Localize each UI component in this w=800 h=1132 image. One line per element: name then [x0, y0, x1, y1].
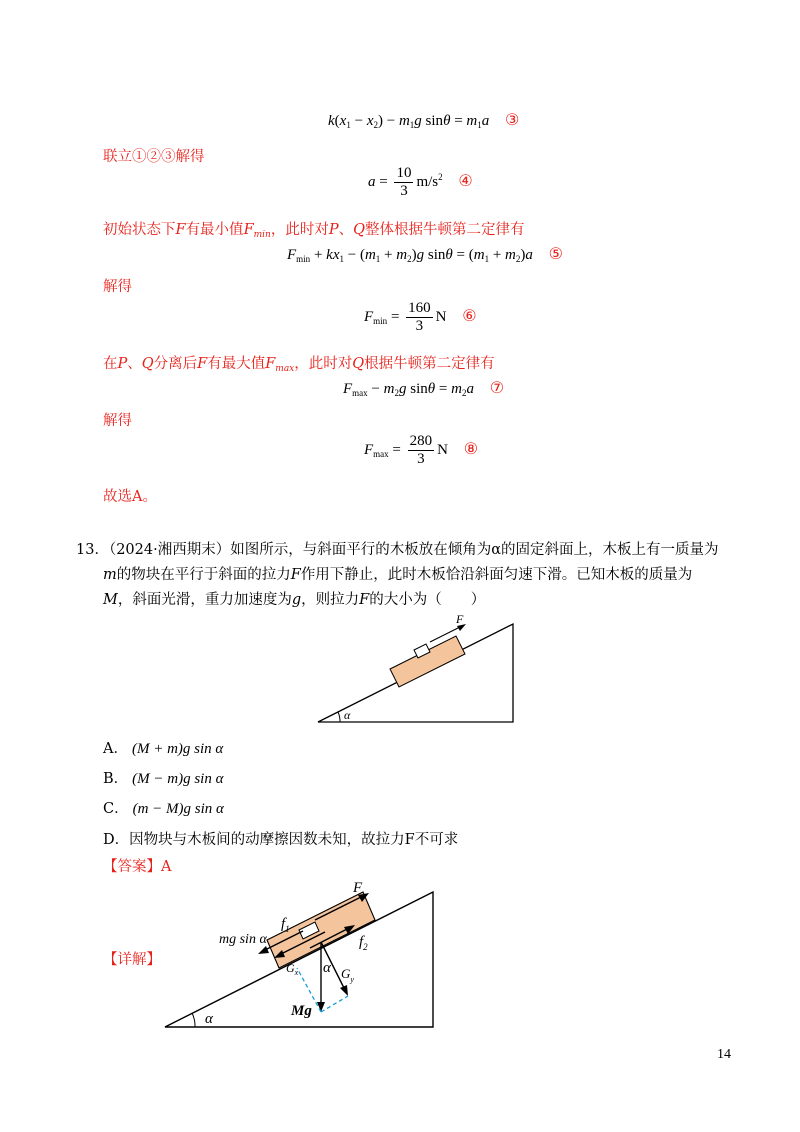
option-a[interactable]: A． (M + m)g sin α	[103, 741, 224, 757]
equation-8: $F_{max}$ = $\frac{280}{3}$ N ⑧	[364, 433, 479, 467]
solve-line-2: 解得	[103, 413, 132, 429]
mg-sin-label: mg sin α	[219, 932, 267, 947]
choose-line: 故选A。	[103, 489, 157, 505]
detail-label: 【详解】	[103, 952, 161, 968]
option-b[interactable]: B． (M − m)g sin α	[103, 771, 224, 787]
question-line-1: 13．（2024·湘西期末）如图所示，与斜面平行的木板放在倾角为α的固定斜面上，木板上有一质量为	[76, 542, 719, 558]
equation-7-label: ⑦	[489, 380, 505, 397]
page-number: 14	[717, 1047, 731, 1062]
option-d[interactable]: D．因物块与木板间的动摩擦因数未知，故拉力F不可求	[103, 832, 459, 848]
base-angle-label: α	[205, 1011, 213, 1027]
gy-arrow	[340, 985, 348, 996]
answer-value: A	[161, 859, 172, 875]
gravity-label: Mg	[291, 1003, 312, 1019]
board	[390, 636, 465, 687]
equation-3: $k(x_1 - x_2) - m_1g$ $\sin\theta = m_1a$ ③	[328, 112, 520, 130]
equation-8-label: ⑧	[463, 440, 479, 458]
force-diagram	[155, 880, 440, 1035]
fmax-fraction: $\frac{280}{3}$	[409, 433, 433, 467]
solve-line-1: 解得	[103, 279, 132, 295]
equation-6-label: ⑥	[462, 307, 477, 325]
combine-line: 联立①②③解得	[103, 149, 205, 165]
svg-text:f2: $f_2$	[359, 934, 368, 952]
fmin-fraction: $\frac{160}{3}$	[408, 300, 431, 334]
inner-angle-label: α	[323, 960, 331, 976]
force-label: F	[456, 612, 464, 626]
equation-6: $F_{min}$ = $\frac{160}{3}$ N ⑥	[364, 300, 477, 334]
question-source: （2024·湘西期末）	[108, 542, 231, 558]
min-force-line: 初始状态下F有最小值$F_{min}$，此时对P、Q整体根据牛顿第二定律有	[103, 222, 525, 240]
equation-5: $F_{min} + kx_1 - (m_1 + m_2)g$ $\sin\theta = (m_1 + m_2)a$ ⑤	[287, 246, 563, 264]
equation-3-label: ③	[505, 112, 520, 129]
svg-text:Gy: $G_y$	[341, 966, 354, 984]
question-line-2: m的物块在平行于斜面的拉力F作用下静止，此时木板恰沿斜面匀速下滑。已知木板的质量为	[103, 567, 693, 583]
equation-4-label: ④	[458, 172, 473, 190]
incline-figure	[310, 612, 520, 727]
equation-5-label: ⑤	[548, 246, 563, 263]
question-line-3: M，斜面光滑，重力加速度为g，则拉力F的大小为（ ）	[103, 592, 486, 608]
equation-4: a = $\frac{10}{3}$ $m/s^2$ ④	[368, 165, 473, 199]
acceleration-fraction: $\frac{10}{3}$	[396, 165, 412, 199]
friction-f1-arrow	[258, 946, 269, 954]
force-F-label: F	[353, 880, 363, 896]
max-force-line: 在P、Q分离后F有最大值$F_{max}$，此时对Q根据牛顿第二定律有	[103, 356, 495, 374]
question-number: 13．	[76, 542, 109, 558]
equation-7: $F_{max} - m_2g$ $\sin\theta = m_2a$ ⑦	[343, 380, 505, 398]
svg-text:Gx: $G_x$	[286, 961, 299, 977]
option-c[interactable]: C． (m − M)g sin α	[103, 801, 224, 817]
answer-line: 【答案】A	[103, 859, 172, 875]
svg-text:f1: $f_1$	[281, 916, 290, 934]
angle-label: α	[344, 708, 351, 722]
